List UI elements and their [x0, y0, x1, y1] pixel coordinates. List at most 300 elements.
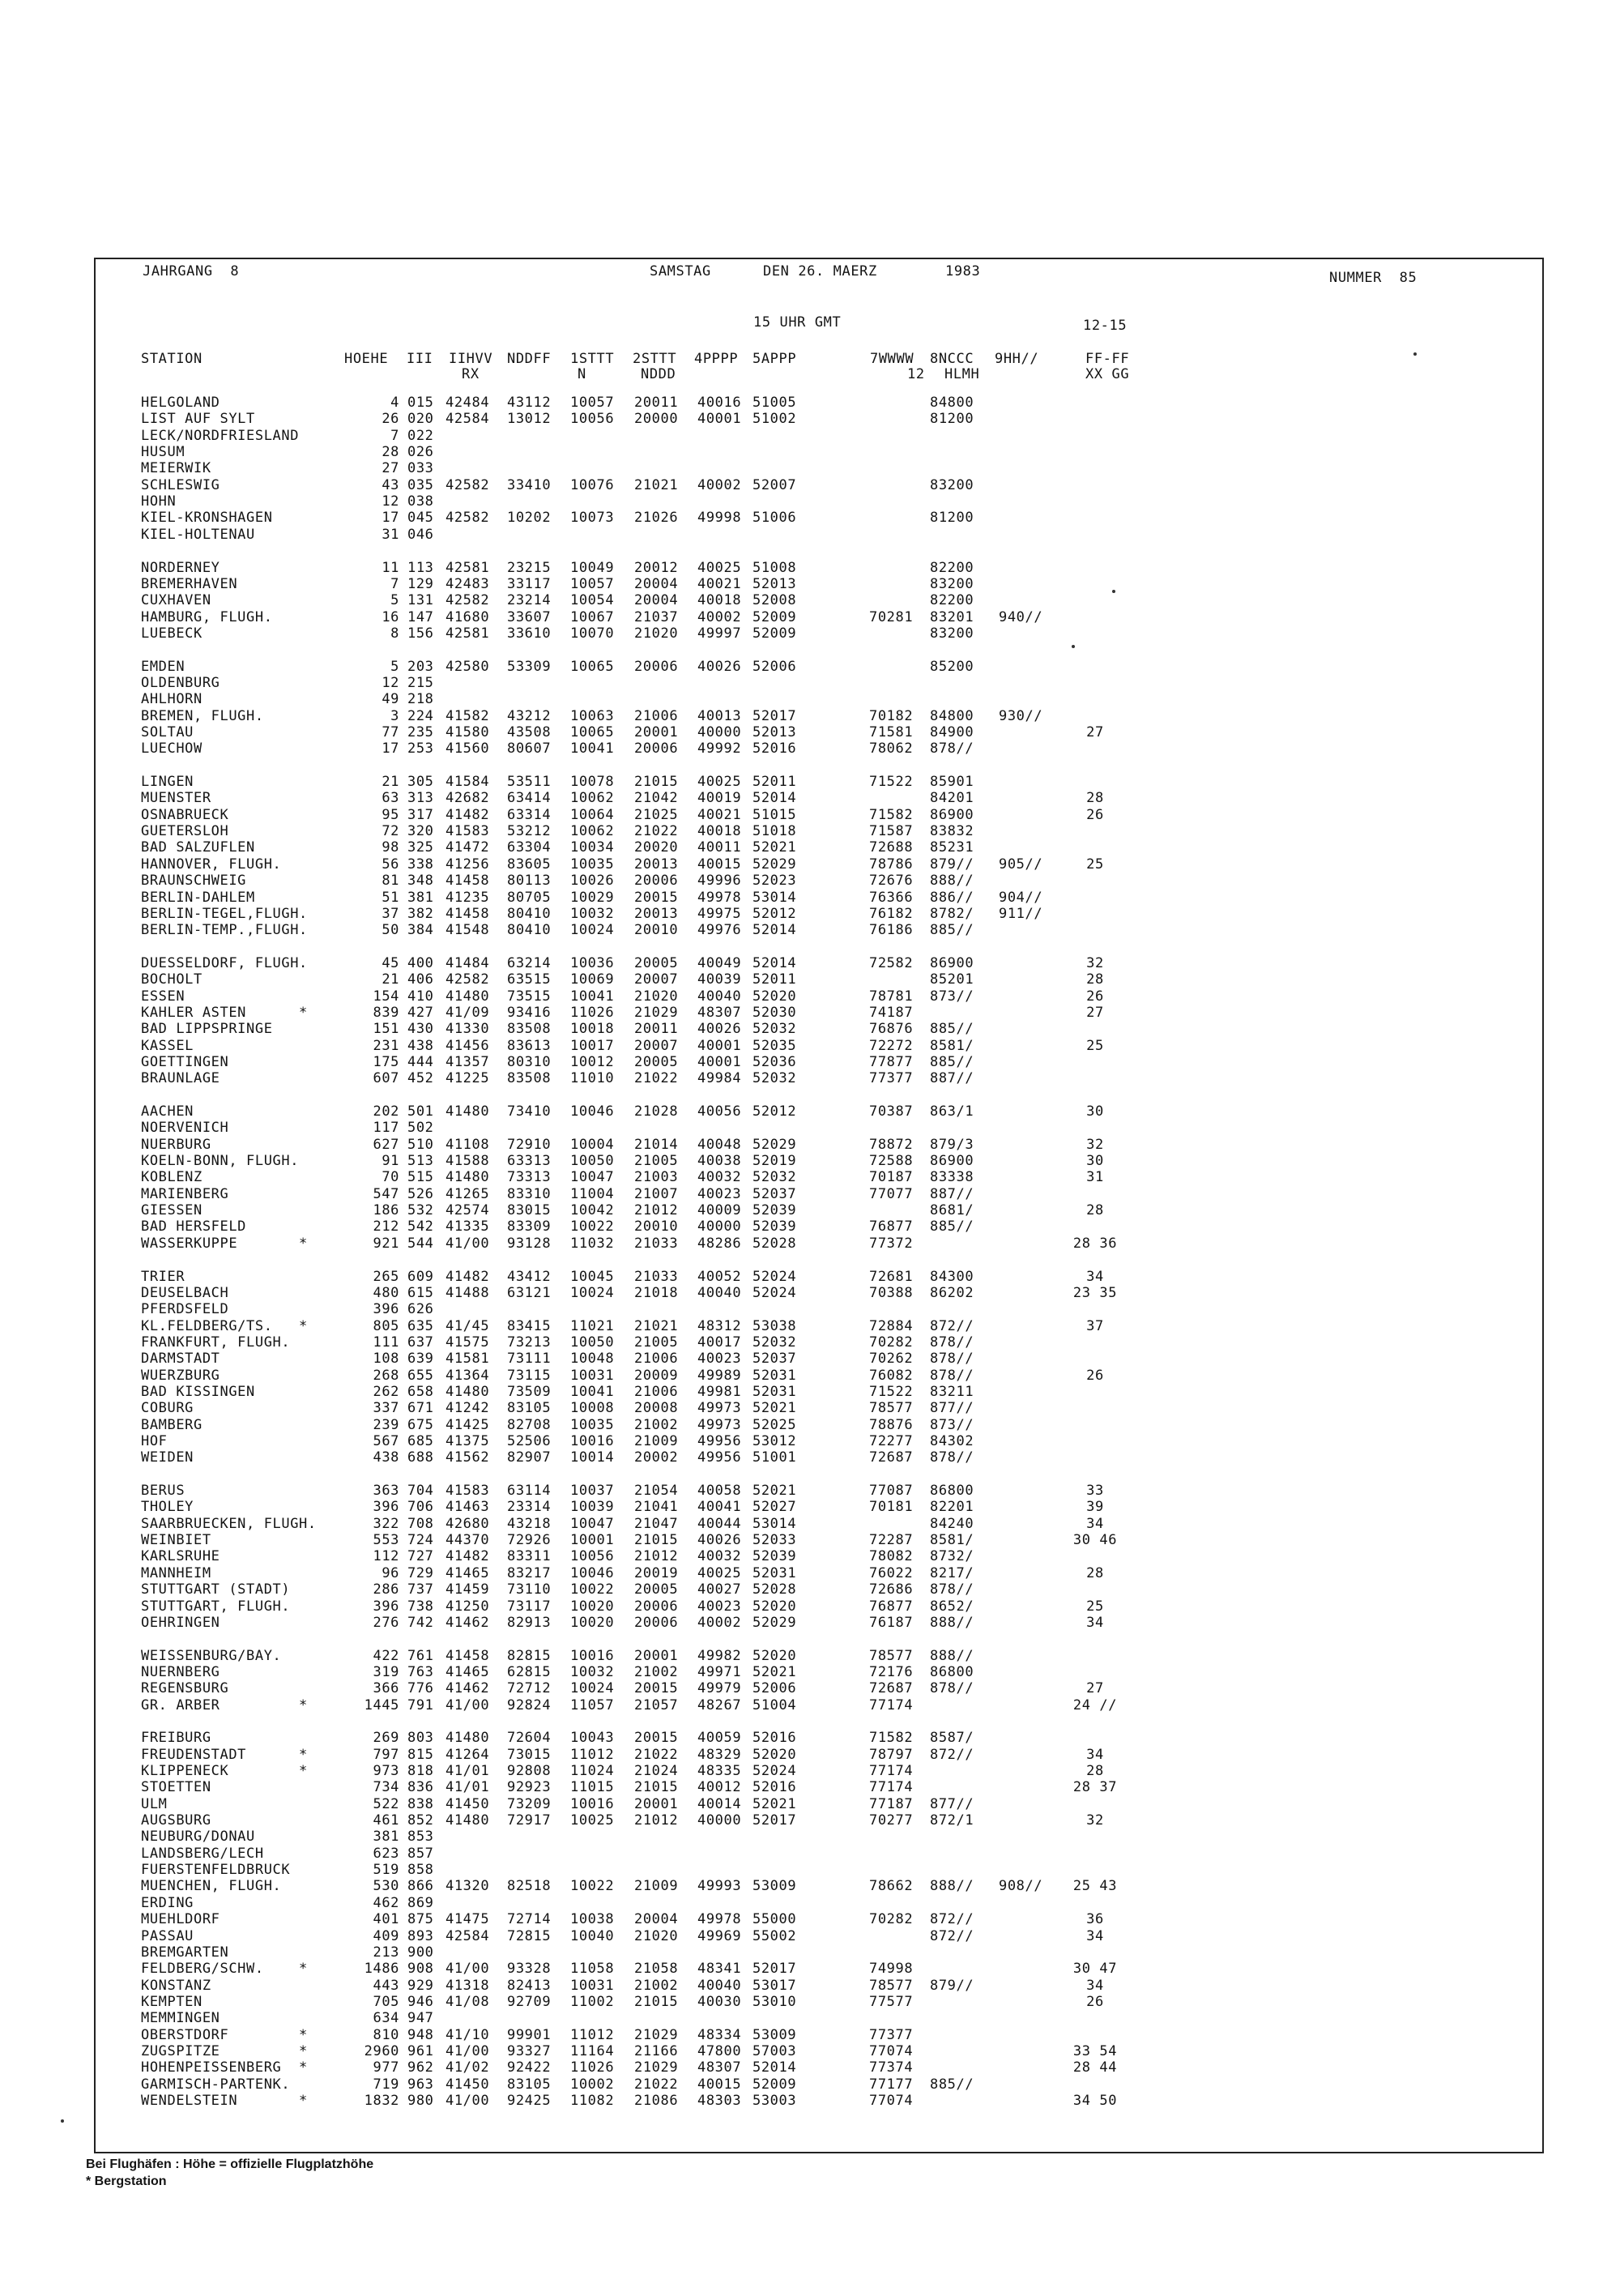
station-id: 947	[407, 2010, 434, 2026]
group-2sttt: 21006	[634, 708, 679, 724]
group-2sttt: 20006	[634, 873, 679, 889]
station-elevation: 7	[390, 576, 399, 592]
station-id: 857	[407, 1846, 434, 1862]
group-ff-ff: 26	[1086, 1994, 1104, 2010]
station-name: AUGSBURG	[141, 1812, 211, 1829]
group-nddff: 82913	[507, 1615, 552, 1631]
group-ff-ff: 28	[1086, 971, 1104, 988]
group-4pppp: 40015	[697, 2076, 742, 2093]
group-7wwww: 70262	[869, 1351, 914, 1367]
station-elevation: 186	[373, 1202, 399, 1218]
station-elevation: 839	[373, 1005, 399, 1021]
group-5appp: 52017	[752, 708, 797, 724]
station-name: DARMSTADT	[141, 1351, 220, 1367]
group-ff-ff: 34 50	[1072, 2093, 1118, 2109]
group-4pppp: 40056	[697, 1103, 742, 1120]
station-name: BAD LIPPSPRINGE	[141, 1021, 273, 1037]
group-5appp: 52033	[752, 1532, 797, 1548]
station-id: 852	[407, 1812, 434, 1829]
station-id: 410	[407, 988, 434, 1005]
group-4pppp: 40011	[697, 839, 742, 856]
group-4pppp: 48341	[697, 1961, 742, 1977]
group-4pppp: 49976	[697, 922, 742, 938]
group-iihvv: 41480	[446, 1384, 490, 1400]
group-2sttt: 21054	[634, 1483, 679, 1499]
group-8nccc: 885//	[930, 1054, 974, 1070]
group-7wwww: 77577	[869, 1994, 914, 2010]
group-nddff: 73213	[507, 1334, 552, 1351]
group-5appp: 52020	[752, 988, 797, 1005]
station-id: 655	[407, 1368, 434, 1384]
group-4pppp: 40038	[697, 1153, 742, 1169]
group-2sttt: 20006	[634, 1615, 679, 1631]
station-elevation: 805	[373, 1318, 399, 1334]
group-8nccc: 878//	[930, 1581, 974, 1598]
station-elevation: 111	[373, 1334, 399, 1351]
group-8nccc: 83338	[930, 1169, 974, 1185]
station-name: BERLIN-DAHLEM	[141, 890, 255, 906]
group-2sttt: 20006	[634, 1598, 679, 1615]
group-5appp: 52014	[752, 922, 797, 938]
station-id: 706	[407, 1499, 434, 1515]
station-elevation: 461	[373, 1812, 399, 1829]
station-name: KLIPPENECK *	[141, 1763, 308, 1779]
station-name: KIEL-KRONSHAGEN	[141, 510, 273, 526]
group-iihvv: 41250	[446, 1598, 490, 1615]
station-elevation: 396	[373, 1301, 399, 1317]
station-name: DEUSELBACH	[141, 1285, 229, 1301]
group-7wwww: 72884	[869, 1318, 914, 1334]
group-7wwww: 77087	[869, 1483, 914, 1499]
group-5appp: 53012	[752, 1433, 797, 1449]
station-id: 609	[407, 1269, 434, 1285]
group-5appp: 52031	[752, 1384, 797, 1400]
group-iihvv: 41/08	[446, 1994, 490, 2010]
group-2sttt: 21041	[634, 1499, 679, 1515]
group-nddff: 80113	[507, 873, 552, 889]
group-1sttt: 10038	[570, 1911, 615, 1927]
group-nddff: 80607	[507, 740, 552, 757]
station-elevation: 17	[382, 740, 399, 757]
group-ff-ff: 24 //	[1072, 1697, 1118, 1713]
group-1sttt: 10073	[570, 510, 615, 526]
group-4pppp: 49973	[697, 1400, 742, 1416]
group-7wwww: 70277	[869, 1812, 914, 1829]
group-5appp: 52009	[752, 2076, 797, 2093]
group-4pppp: 40058	[697, 1483, 742, 1499]
group-4pppp: 40027	[697, 1581, 742, 1598]
column-header-hoehe: HOEHE	[344, 351, 389, 367]
station-id: 218	[407, 691, 434, 707]
group-5appp: 52023	[752, 873, 797, 889]
station-name: HOF	[141, 1433, 168, 1449]
group-7wwww: 70388	[869, 1285, 914, 1301]
footnote-airports: Bei Flughäfen : Höhe = offizielle Flugplatzhöhe	[86, 2157, 374, 2171]
group-iihvv: 41/00	[446, 1697, 490, 1713]
group-5appp: 52037	[752, 1186, 797, 1202]
group-9hh: 908//	[999, 1878, 1043, 1894]
group-9hh: 940//	[999, 609, 1043, 625]
station-id: 838	[407, 1796, 434, 1812]
group-4pppp: 40018	[697, 823, 742, 839]
group-2sttt: 20010	[634, 922, 679, 938]
group-1sttt: 10020	[570, 1598, 615, 1615]
group-7wwww: 77177	[869, 2076, 914, 2093]
group-5appp: 52012	[752, 1103, 797, 1120]
group-5appp: 52024	[752, 1285, 797, 1301]
group-iihvv: 41/09	[446, 1005, 490, 1021]
station-name: MANNHEIM	[141, 1565, 211, 1581]
group-2sttt: 21022	[634, 2076, 679, 2093]
group-7wwww: 76082	[869, 1368, 914, 1384]
group-8nccc: 877//	[930, 1400, 974, 1416]
group-4pppp: 40002	[697, 1615, 742, 1631]
group-9hh: 904//	[999, 890, 1043, 906]
group-nddff: 83105	[507, 1400, 552, 1416]
group-8nccc: 885//	[930, 2076, 974, 2093]
group-nddff: 73110	[507, 1581, 552, 1598]
group-nddff: 43412	[507, 1269, 552, 1285]
group-1sttt: 10036	[570, 955, 615, 971]
group-5appp: 52032	[752, 1169, 797, 1185]
station-elevation: 286	[373, 1581, 399, 1598]
group-5appp: 52024	[752, 1269, 797, 1285]
station-name: DUESSELDORF, FLUGH.	[141, 955, 308, 971]
station-name: KL.FELDBERG/TS. *	[141, 1318, 308, 1334]
station-elevation: 4	[390, 395, 399, 411]
station-name: BRAUNLAGE	[141, 1070, 220, 1086]
station-elevation: 623	[373, 1846, 399, 1862]
group-7wwww: 70187	[869, 1169, 914, 1185]
group-7wwww: 77074	[869, 2043, 914, 2059]
station-id: 962	[407, 2059, 434, 2076]
station-id: 946	[407, 1994, 434, 2010]
group-5appp: 52019	[752, 1153, 797, 1169]
group-5appp: 51008	[752, 560, 797, 576]
station-name: BAD SALZUFLEN	[141, 839, 255, 856]
group-2sttt: 21014	[634, 1137, 679, 1153]
group-iihvv: 44370	[446, 1532, 490, 1548]
station-id: 427	[407, 1005, 434, 1021]
group-4pppp: 48286	[697, 1235, 742, 1252]
group-iihvv: 41458	[446, 1648, 490, 1664]
group-1sttt: 11015	[570, 1779, 615, 1795]
group-1sttt: 10067	[570, 609, 615, 625]
group-7wwww: 70181	[869, 1499, 914, 1515]
group-1sttt: 11004	[570, 1186, 615, 1202]
group-2sttt: 20007	[634, 971, 679, 988]
station-elevation: 108	[373, 1351, 399, 1367]
group-iihvv: 42680	[446, 1516, 490, 1532]
group-2sttt: 21002	[634, 1664, 679, 1680]
group-ff-ff: 28	[1086, 1565, 1104, 1581]
group-8nccc: 885//	[930, 1021, 974, 1037]
group-7wwww: 76182	[869, 906, 914, 922]
station-name: OSNABRUECK	[141, 807, 229, 823]
group-ff-ff: 32	[1086, 1137, 1104, 1153]
station-id: 502	[407, 1120, 434, 1136]
station-id: 980	[407, 2093, 434, 2109]
group-2sttt: 20015	[634, 1680, 679, 1696]
group-1sttt: 10039	[570, 1499, 615, 1515]
group-iihvv: 41/01	[446, 1763, 490, 1779]
group-2sttt: 20013	[634, 856, 679, 873]
group-4pppp: 40001	[697, 1038, 742, 1054]
station-id: 704	[407, 1483, 434, 1499]
station-elevation: 265	[373, 1269, 399, 1285]
group-7wwww: 77187	[869, 1796, 914, 1812]
report-frame	[94, 258, 1544, 2153]
group-2sttt: 21018	[634, 1285, 679, 1301]
group-8nccc: 872//	[930, 1911, 974, 1927]
group-5appp: 52021	[752, 1796, 797, 1812]
group-4pppp: 40023	[697, 1351, 742, 1367]
group-ff-ff: 26	[1086, 807, 1104, 823]
group-8nccc: 84240	[930, 1516, 974, 1532]
group-2sttt: 21022	[634, 823, 679, 839]
group-5appp: 52039	[752, 1202, 797, 1218]
station-id: 544	[407, 1235, 434, 1252]
station-id: 038	[407, 493, 434, 510]
group-nddff: 10202	[507, 510, 552, 526]
group-iihvv: 41480	[446, 988, 490, 1005]
group-iihvv: 41480	[446, 1812, 490, 1829]
group-nddff: 73209	[507, 1796, 552, 1812]
group-1sttt: 10062	[570, 790, 615, 806]
station-name: GR. ARBER *	[141, 1697, 308, 1713]
group-nddff: 63114	[507, 1483, 552, 1499]
station-elevation: 322	[373, 1516, 399, 1532]
group-8nccc: 8581/	[930, 1532, 974, 1548]
station-id: 685	[407, 1433, 434, 1449]
group-4pppp: 40025	[697, 774, 742, 790]
group-8nccc: 872//	[930, 1318, 974, 1334]
group-8nccc: 8652/	[930, 1598, 974, 1615]
group-1sttt: 10034	[570, 839, 615, 856]
group-1sttt: 10002	[570, 2076, 615, 2093]
group-4pppp: 40000	[697, 1812, 742, 1829]
group-2sttt: 21028	[634, 1103, 679, 1120]
group-iihvv: 41480	[446, 1103, 490, 1120]
group-5appp: 51006	[752, 510, 797, 526]
station-name: NUERNBERG	[141, 1664, 220, 1680]
group-7wwww: 72688	[869, 839, 914, 856]
group-iihvv: 41265	[446, 1186, 490, 1202]
station-elevation: 12	[382, 493, 399, 510]
group-8nccc: 888//	[930, 1648, 974, 1664]
group-2sttt: 21020	[634, 988, 679, 1005]
group-8nccc: 872//	[930, 1928, 974, 1944]
group-7wwww: 72681	[869, 1269, 914, 1285]
group-7wwww: 77174	[869, 1697, 914, 1713]
group-2sttt: 20004	[634, 576, 679, 592]
station-elevation: 96	[382, 1565, 399, 1581]
group-1sttt: 11057	[570, 1697, 615, 1713]
station-id: 815	[407, 1747, 434, 1763]
group-iihvv: 41560	[446, 740, 490, 757]
group-8nccc: 888//	[930, 1615, 974, 1631]
station-name: NOERVENICH	[141, 1120, 229, 1136]
station-name: ERDING	[141, 1895, 194, 1911]
group-1sttt: 10016	[570, 1796, 615, 1812]
station-id: 615	[407, 1285, 434, 1301]
station-id: 727	[407, 1548, 434, 1564]
group-nddff: 93128	[507, 1235, 552, 1252]
station-elevation: 239	[373, 1417, 399, 1433]
station-name: KOBLENZ	[141, 1169, 202, 1185]
group-4pppp: 40039	[697, 971, 742, 988]
station-name: WASSERKUPPE *	[141, 1235, 308, 1252]
group-iihvv: 41456	[446, 1038, 490, 1054]
group-iihvv: 41462	[446, 1615, 490, 1631]
group-4pppp: 40023	[697, 1598, 742, 1615]
group-ff-ff: 33	[1086, 1483, 1104, 1499]
group-5appp: 52014	[752, 790, 797, 806]
group-1sttt: 10047	[570, 1169, 615, 1185]
group-nddff: 83015	[507, 1202, 552, 1218]
station-name: NEUBURG/DONAU	[141, 1829, 255, 1845]
group-1sttt: 11032	[570, 1235, 615, 1252]
group-2sttt: 20012	[634, 560, 679, 576]
group-2sttt: 21022	[634, 1070, 679, 1086]
group-8nccc: 885//	[930, 1218, 974, 1235]
group-4pppp: 40044	[697, 1516, 742, 1532]
group-1sttt: 11164	[570, 2043, 615, 2059]
group-4pppp: 49971	[697, 1664, 742, 1680]
group-4pppp: 49996	[697, 873, 742, 889]
station-elevation: 8	[390, 625, 399, 642]
group-1sttt: 10045	[570, 1269, 615, 1285]
station-name: BRAUNSCHWEIG	[141, 873, 247, 889]
station-elevation: 213	[373, 1944, 399, 1961]
group-1sttt: 10076	[570, 477, 615, 493]
group-2sttt: 20011	[634, 1021, 679, 1037]
station-name: MUENCHEN, FLUGH.	[141, 1878, 282, 1894]
group-5appp: 52013	[752, 724, 797, 740]
group-iihvv: 41318	[446, 1978, 490, 1994]
column-header-c6a: 2STTT	[633, 351, 677, 367]
group-ff-ff: 33 54	[1072, 2043, 1118, 2059]
group-8nccc: 888//	[930, 1878, 974, 1894]
group-ff-ff: 34	[1086, 1978, 1104, 1994]
station-elevation: 480	[373, 1285, 399, 1301]
station-name: OBERSTDORF *	[141, 2027, 308, 2043]
station-elevation: 112	[373, 1548, 399, 1564]
station-name: SOLTAU	[141, 724, 194, 740]
station-elevation: 154	[373, 988, 399, 1005]
group-1sttt: 11082	[570, 2093, 615, 2109]
group-4pppp: 40015	[697, 856, 742, 873]
group-iihvv: 42582	[446, 510, 490, 526]
group-7wwww: 76877	[869, 1598, 914, 1615]
group-4pppp: 40048	[697, 1137, 742, 1153]
group-nddff: 83309	[507, 1218, 552, 1235]
station-name: GUETERSLOH	[141, 823, 229, 839]
group-7wwww: 77174	[869, 1763, 914, 1779]
station-name: HUSUM	[141, 444, 185, 460]
station-elevation: 973	[373, 1763, 399, 1779]
group-8nccc: 82201	[930, 1499, 974, 1515]
group-iihvv: 41450	[446, 1796, 490, 1812]
group-7wwww: 76366	[869, 890, 914, 906]
group-ff-ff: 30 47	[1072, 1961, 1118, 1977]
station-name: ZUGSPITZE *	[141, 2043, 308, 2059]
group-1sttt: 10037	[570, 1483, 615, 1499]
group-iihvv: 41472	[446, 839, 490, 856]
group-nddff: 83415	[507, 1318, 552, 1334]
group-4pppp: 48303	[697, 2093, 742, 2109]
group-nddff: 73117	[507, 1598, 552, 1615]
group-1sttt: 11012	[570, 1747, 615, 1763]
group-7wwww: 70281	[869, 609, 914, 625]
group-2sttt: 20005	[634, 1054, 679, 1070]
station-name: STUTTGART, FLUGH.	[141, 1598, 291, 1615]
group-1sttt: 10014	[570, 1449, 615, 1466]
group-1sttt: 11021	[570, 1318, 615, 1334]
station-elevation: 91	[382, 1153, 399, 1169]
station-name: FELDBERG/SCHW. *	[141, 1961, 308, 1977]
station-id: 963	[407, 2076, 434, 2093]
group-8nccc: 82200	[930, 592, 974, 608]
group-nddff: 72712	[507, 1680, 552, 1696]
group-1sttt: 10025	[570, 1812, 615, 1829]
group-ff-ff: 34	[1086, 1615, 1104, 1631]
group-8nccc: 83832	[930, 823, 974, 839]
group-1sttt: 10040	[570, 1928, 615, 1944]
group-iihvv: 41482	[446, 1548, 490, 1564]
group-iihvv: 42582	[446, 477, 490, 493]
group-4pppp: 48329	[697, 1747, 742, 1763]
group-nddff: 82413	[507, 1978, 552, 1994]
group-iihvv: 41463	[446, 1499, 490, 1515]
group-2sttt: 21021	[634, 477, 679, 493]
group-ff-ff: 27	[1086, 1005, 1104, 1021]
column-header-iii: III	[407, 351, 433, 367]
group-4pppp: 49992	[697, 740, 742, 757]
station-id: 338	[407, 856, 434, 873]
group-5appp: 52006	[752, 659, 797, 675]
group-nddff: 73015	[507, 1747, 552, 1763]
group-ff-ff: 28 36	[1072, 1235, 1118, 1252]
group-iihvv: 41465	[446, 1565, 490, 1581]
column-header-c9b: 12	[907, 366, 925, 382]
group-1sttt: 10031	[570, 1368, 615, 1384]
group-nddff: 72926	[507, 1532, 552, 1548]
group-nddff: 83508	[507, 1021, 552, 1037]
volume-label: JAHRGANG 8	[143, 263, 240, 280]
group-8nccc: 8732/	[930, 1548, 974, 1564]
station-name: KASSEL	[141, 1038, 194, 1054]
group-nddff: 63214	[507, 955, 552, 971]
group-nddff: 92425	[507, 2093, 552, 2109]
group-nddff: 82518	[507, 1878, 552, 1894]
group-iihvv: 41459	[446, 1581, 490, 1598]
group-iihvv: 41256	[446, 856, 490, 873]
group-nddff: 63304	[507, 839, 552, 856]
group-8nccc: 84201	[930, 790, 974, 806]
group-iihvv: 41/00	[446, 1961, 490, 1977]
group-nddff: 43212	[507, 708, 552, 724]
group-8nccc: 85201	[930, 971, 974, 988]
group-7wwww: 72277	[869, 1433, 914, 1449]
group-4pppp: 40014	[697, 1796, 742, 1812]
group-iihvv: 41575	[446, 1334, 490, 1351]
group-7wwww: 77877	[869, 1054, 914, 1070]
station-elevation: 797	[373, 1747, 399, 1763]
station-id: 129	[407, 576, 434, 592]
group-iihvv: 41581	[446, 1351, 490, 1367]
column-header-c3a: IIHVV	[449, 351, 493, 367]
